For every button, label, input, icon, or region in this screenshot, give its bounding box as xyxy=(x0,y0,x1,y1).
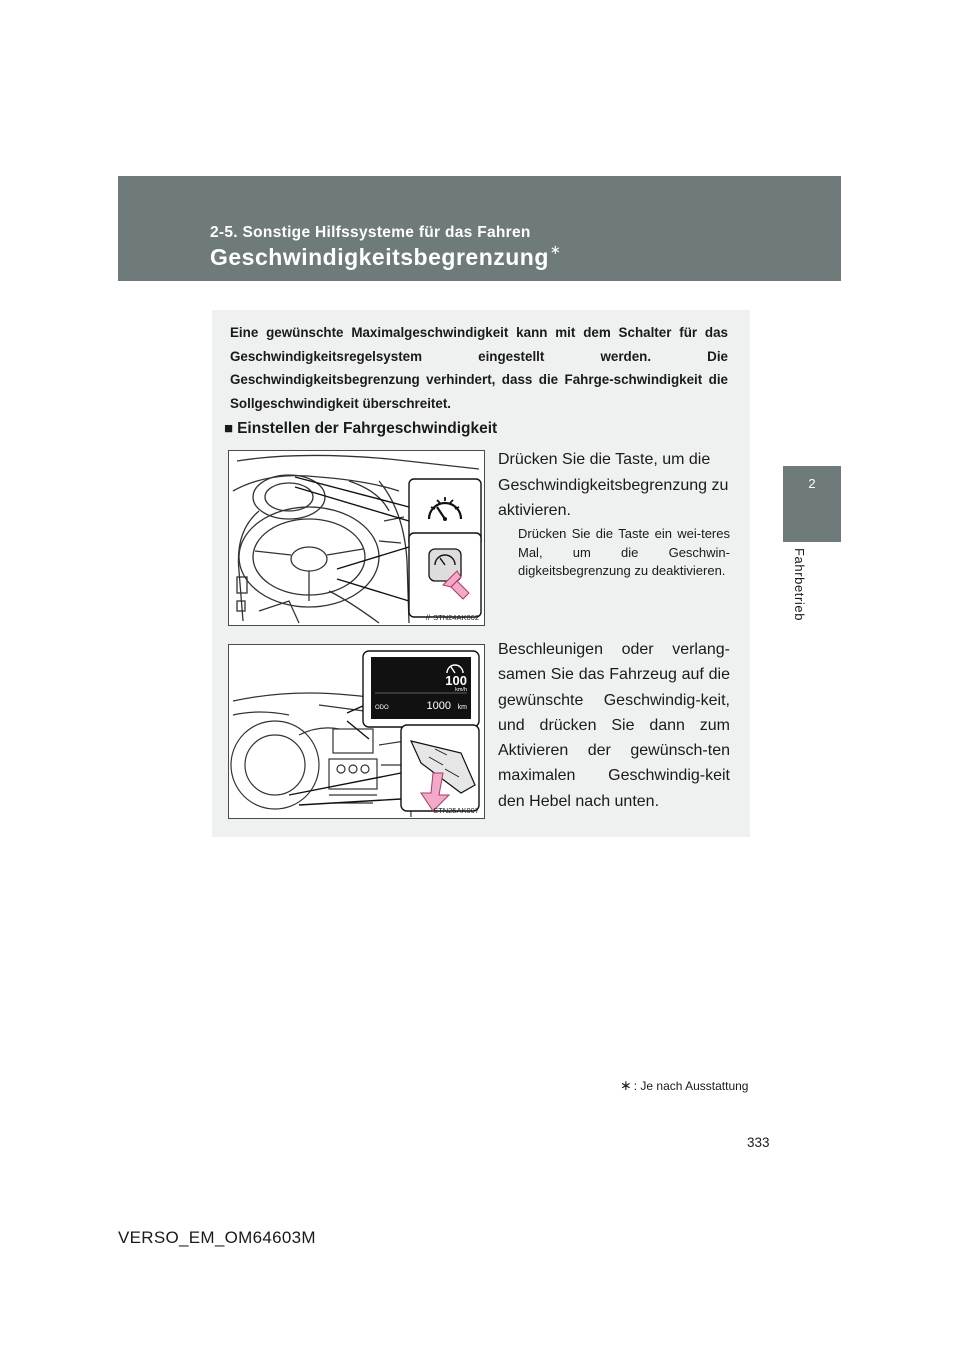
page-title-text: Geschwindigkeitsbegrenzung xyxy=(210,244,549,270)
odo-label: ODO xyxy=(375,705,389,711)
step1-note: Drücken Sie die Taste ein wei-teres Mal, um die Geschwin-digkeitsbegrenzung zu deaktivieren. xyxy=(518,526,730,578)
step1-text: Drücken Sie die Taste, um die Geschwindigkeitsbegrenzung zu aktivieren. xyxy=(498,451,729,519)
odo-unit: km xyxy=(457,704,467,711)
figure-code-1-text: STN24AK062 xyxy=(433,613,479,622)
document-code: VERSO_EM_OM64603M xyxy=(118,1228,316,1247)
figure-steering-button xyxy=(228,450,485,626)
dashboard-illustration xyxy=(229,645,484,818)
chapter-number: 2 xyxy=(808,476,816,491)
subheading xyxy=(224,420,497,438)
figure-code-2: STN25AK007 xyxy=(433,806,479,815)
chapter-name: Fahrbetrieb xyxy=(792,548,807,622)
intro-text: Eine gewünschte Maximalgeschwindigkeit kann mit dem Schalter für das Geschwindigkeitsregelsystem eingestellt werden. Die Geschwindigkeitsbegrenzung verhindert, dass die Fahrge-schwindigkeit die Sollgeschwindigkeit überschreitet. xyxy=(230,325,728,411)
title-footnote-marker: ∗ xyxy=(549,242,562,257)
header-band xyxy=(118,176,841,281)
odo-value: 1000 xyxy=(426,700,451,712)
page-title xyxy=(210,244,561,271)
figure-dashboard-lever xyxy=(228,644,485,819)
footnote-text: : Je nach Ausstattung xyxy=(633,1079,749,1093)
square-bullet-icon: ■ xyxy=(224,420,234,437)
content-panel xyxy=(212,310,750,837)
chapter-tab[interactable] xyxy=(783,466,841,542)
display-speed: 100 xyxy=(445,673,467,688)
display-unit: km/h xyxy=(455,687,467,693)
footnote-star-icon: ∗ xyxy=(620,1077,632,1093)
steering-wheel-illustration xyxy=(229,451,484,625)
display-panel xyxy=(363,651,479,727)
figure-code-1 xyxy=(426,613,479,622)
step2-text: Beschleunigen oder verlang-samen Sie das Fahrzeug auf die gewünschte Geschwindig-keit, und drücken Sie dann zum Aktivieren der gewünsch-ten maximalen Geschwindig-keit den Hebel nach unten. xyxy=(498,641,730,810)
section-label: 2-5. Sonstige Hilfssysteme für das Fahren xyxy=(210,224,531,241)
lever-closeup xyxy=(401,725,479,811)
subheading-text: Einstellen der Fahrgeschwindigkeit xyxy=(237,420,498,437)
figure-code-prefix: // xyxy=(425,613,431,622)
page-number: 333 xyxy=(747,1135,770,1150)
footnote xyxy=(620,1077,748,1094)
